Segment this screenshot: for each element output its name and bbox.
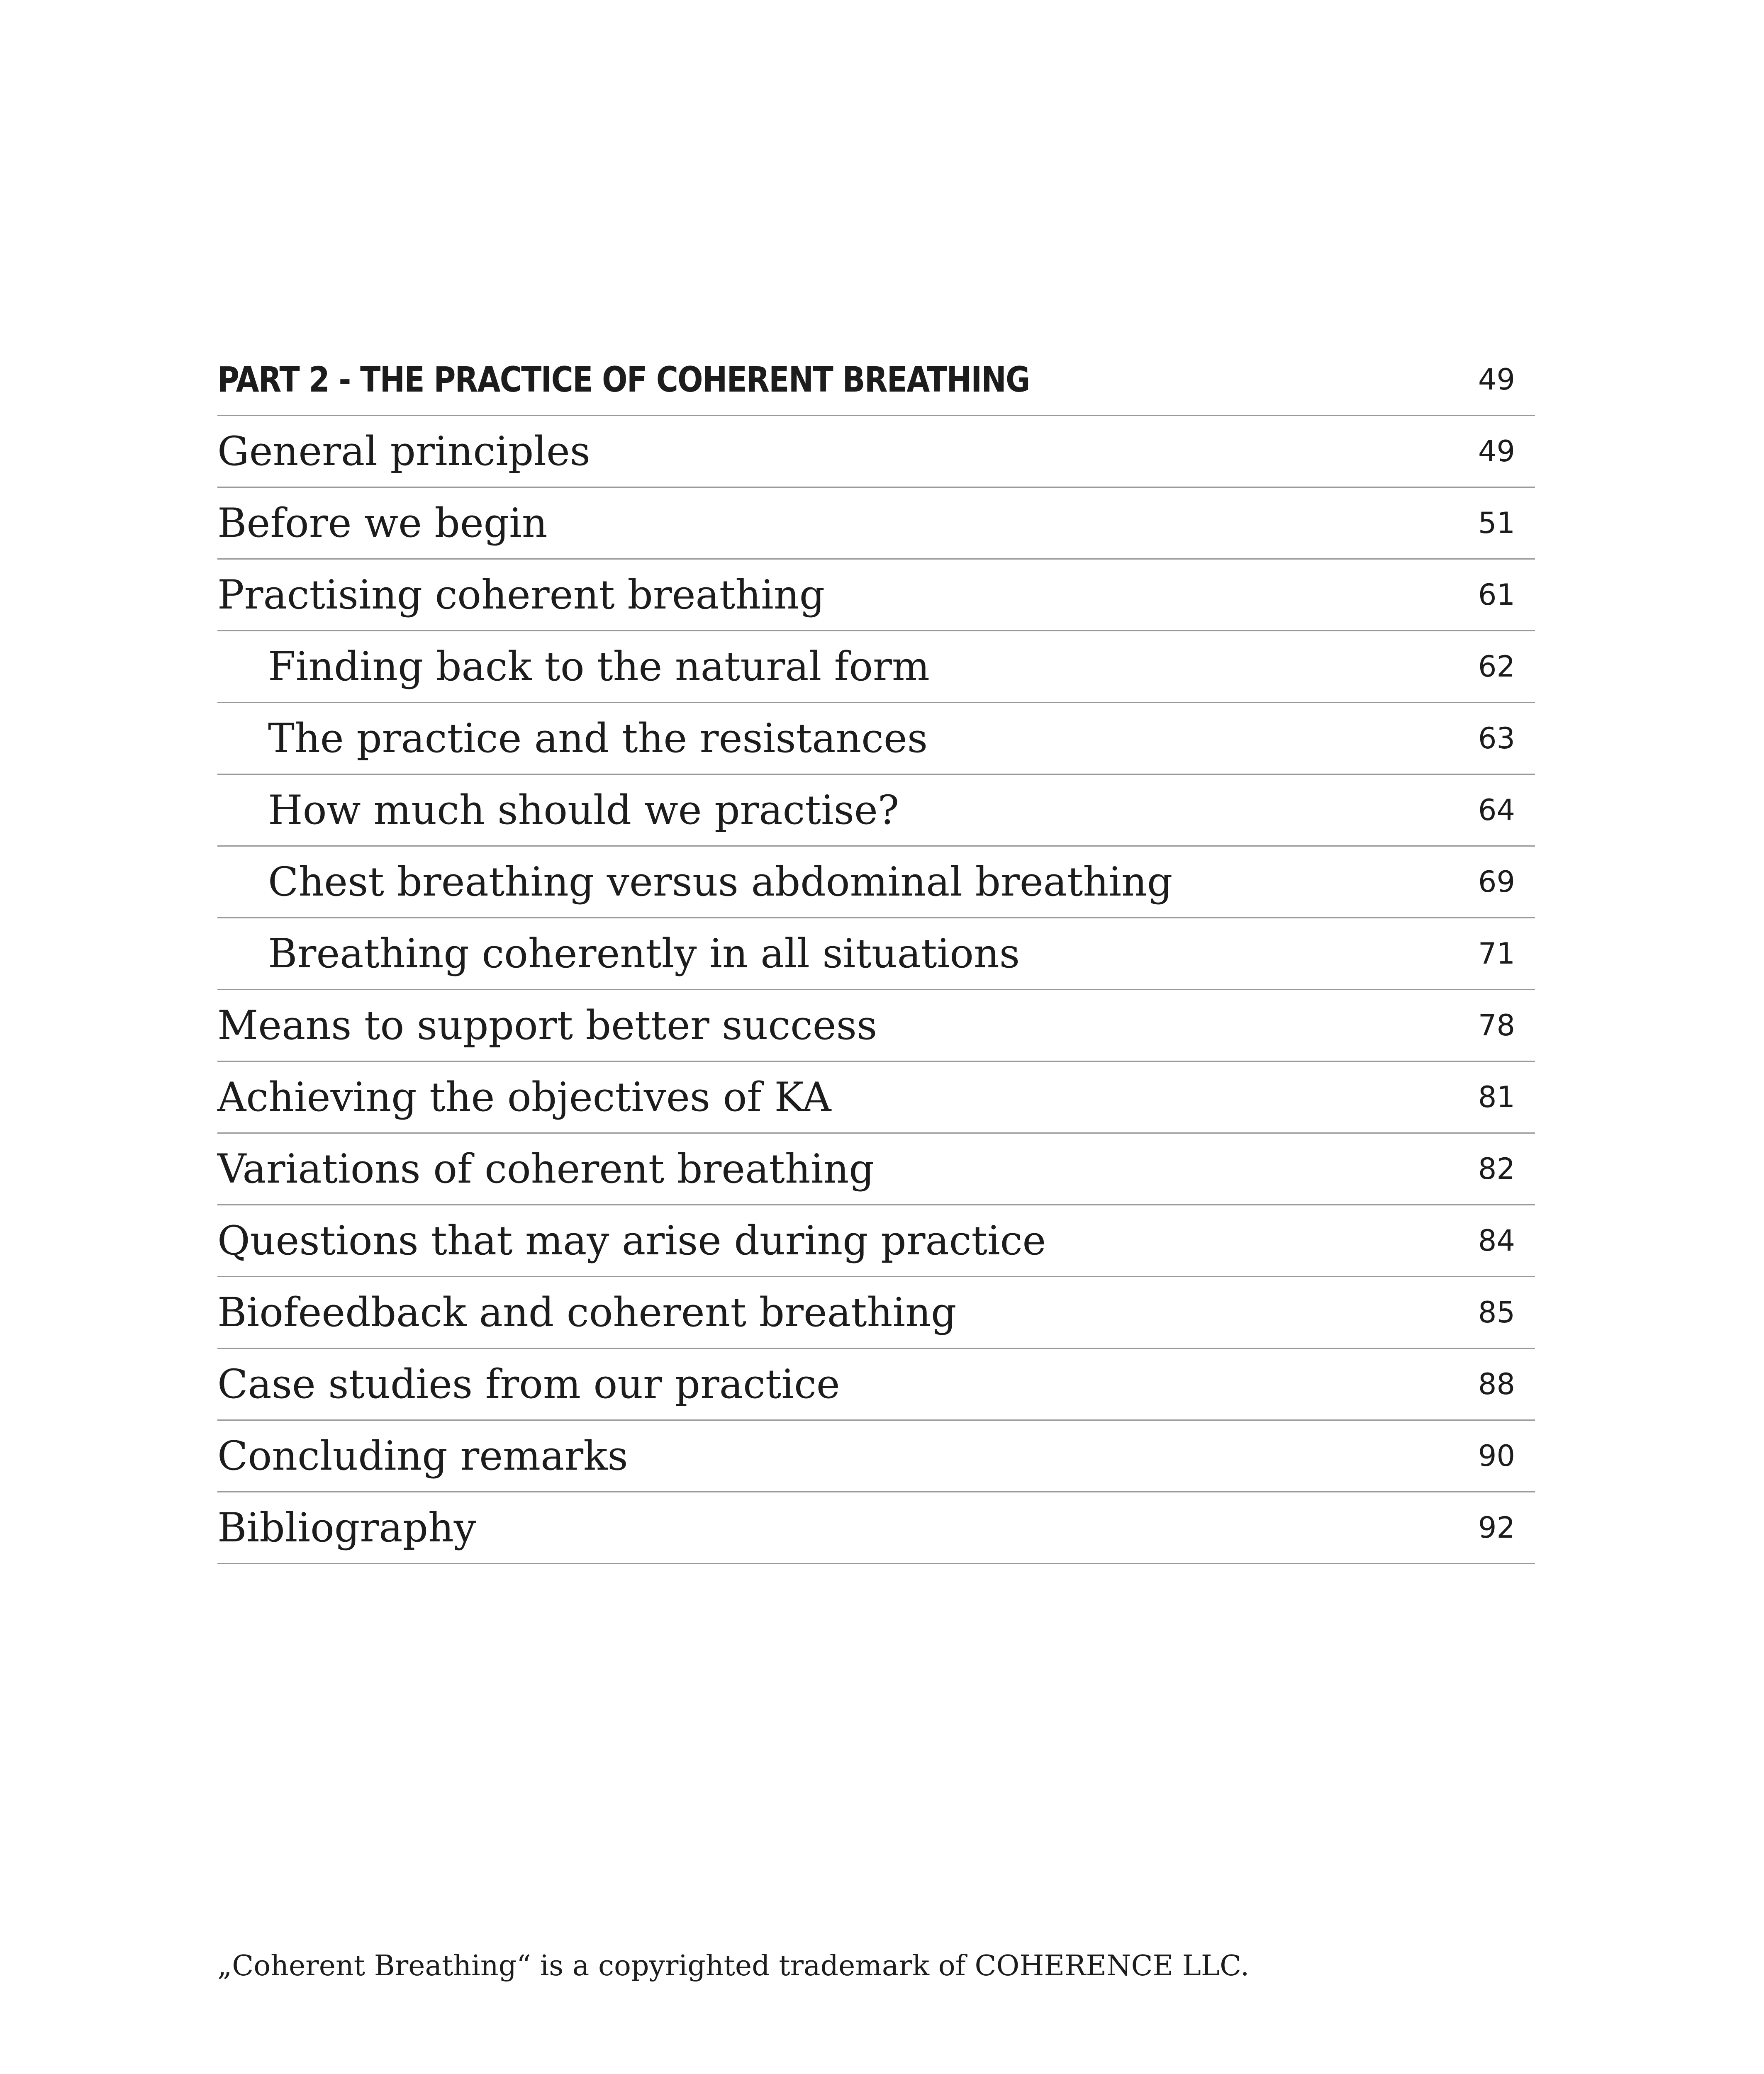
toc-entry-title: Concluding remarks: [217, 1433, 628, 1479]
toc-entry-title: Case studies from our practice: [217, 1361, 840, 1407]
toc-entry-title: Questions that may arise during practice: [217, 1217, 1046, 1264]
toc-entry-page: 92: [1478, 1511, 1515, 1545]
toc-entry: [217, 1277, 1535, 1349]
toc-entry-title: Achieving the objectives of KA: [217, 1074, 831, 1120]
toc-entry: [217, 488, 1535, 560]
toc-subentry-page: 71: [1478, 937, 1515, 971]
toc-entry-page: 90: [1478, 1439, 1515, 1473]
toc-entry: [217, 1492, 1535, 1564]
toc-entry: [217, 1205, 1535, 1277]
toc-entry-title: Means to support better success: [217, 1002, 877, 1049]
toc-entry: [217, 1421, 1535, 1492]
toc-entry-page: 49: [1478, 434, 1515, 468]
toc-entry-title: Biofeedback and coherent breathing: [217, 1289, 957, 1336]
toc-entry-page: 81: [1478, 1080, 1515, 1114]
toc-entry-page: 88: [1478, 1367, 1515, 1401]
toc-entry-page: 82: [1478, 1152, 1515, 1186]
toc-entry: [217, 560, 1535, 631]
toc-entry-title: Practising coherent breathing: [217, 572, 825, 618]
toc-subentry: [217, 703, 1535, 775]
toc-entry: [217, 1134, 1535, 1205]
table-of-contents: [217, 344, 1535, 1564]
toc-entry: [217, 416, 1535, 488]
toc-entry-page: 61: [1478, 578, 1515, 612]
toc-subentry-page: 62: [1478, 650, 1515, 684]
toc-part-title: PART 2 - THE PRACTICE OF COHERENT BREATHING: [217, 359, 1030, 400]
toc-entry: [217, 990, 1535, 1062]
toc-part-heading: [217, 344, 1535, 416]
toc-subentry-title: The practice and the resistances: [268, 715, 928, 762]
toc-entry-page: 78: [1478, 1008, 1515, 1042]
toc-subentry: [217, 775, 1535, 847]
toc-subentry: [217, 631, 1535, 703]
toc-entry: [217, 1349, 1535, 1421]
toc-subentry-title: Breathing coherently in all situations: [268, 930, 1020, 977]
toc-entry-title: Bibliography: [217, 1504, 476, 1551]
toc-entry-title: General principles: [217, 428, 591, 475]
toc-entry-title: Variations of coherent breathing: [217, 1146, 875, 1192]
toc-entry-title: Before we begin: [217, 500, 548, 546]
toc-subentry: [217, 847, 1535, 918]
trademark-footnote: „Coherent Breathing“ is a copyrighted trademark of COHERENCE LLC.: [217, 1950, 1250, 1982]
toc-subentry-title: Chest breathing versus abdominal breathing: [268, 859, 1173, 905]
toc-entry-page: 84: [1478, 1224, 1515, 1258]
toc-subentry-title: Finding back to the natural form: [268, 643, 930, 690]
toc-subentry-page: 69: [1478, 865, 1515, 899]
toc-subentry: [217, 918, 1535, 990]
toc-entry: [217, 1062, 1535, 1134]
toc-subentry-page: 64: [1478, 793, 1515, 827]
toc-subentry-title: How much should we practise?: [268, 787, 899, 833]
toc-part-page: 49: [1478, 363, 1515, 397]
toc-entry-page: 51: [1478, 506, 1515, 540]
toc-entry-page: 85: [1478, 1295, 1515, 1329]
toc-subentry-page: 63: [1478, 721, 1515, 755]
